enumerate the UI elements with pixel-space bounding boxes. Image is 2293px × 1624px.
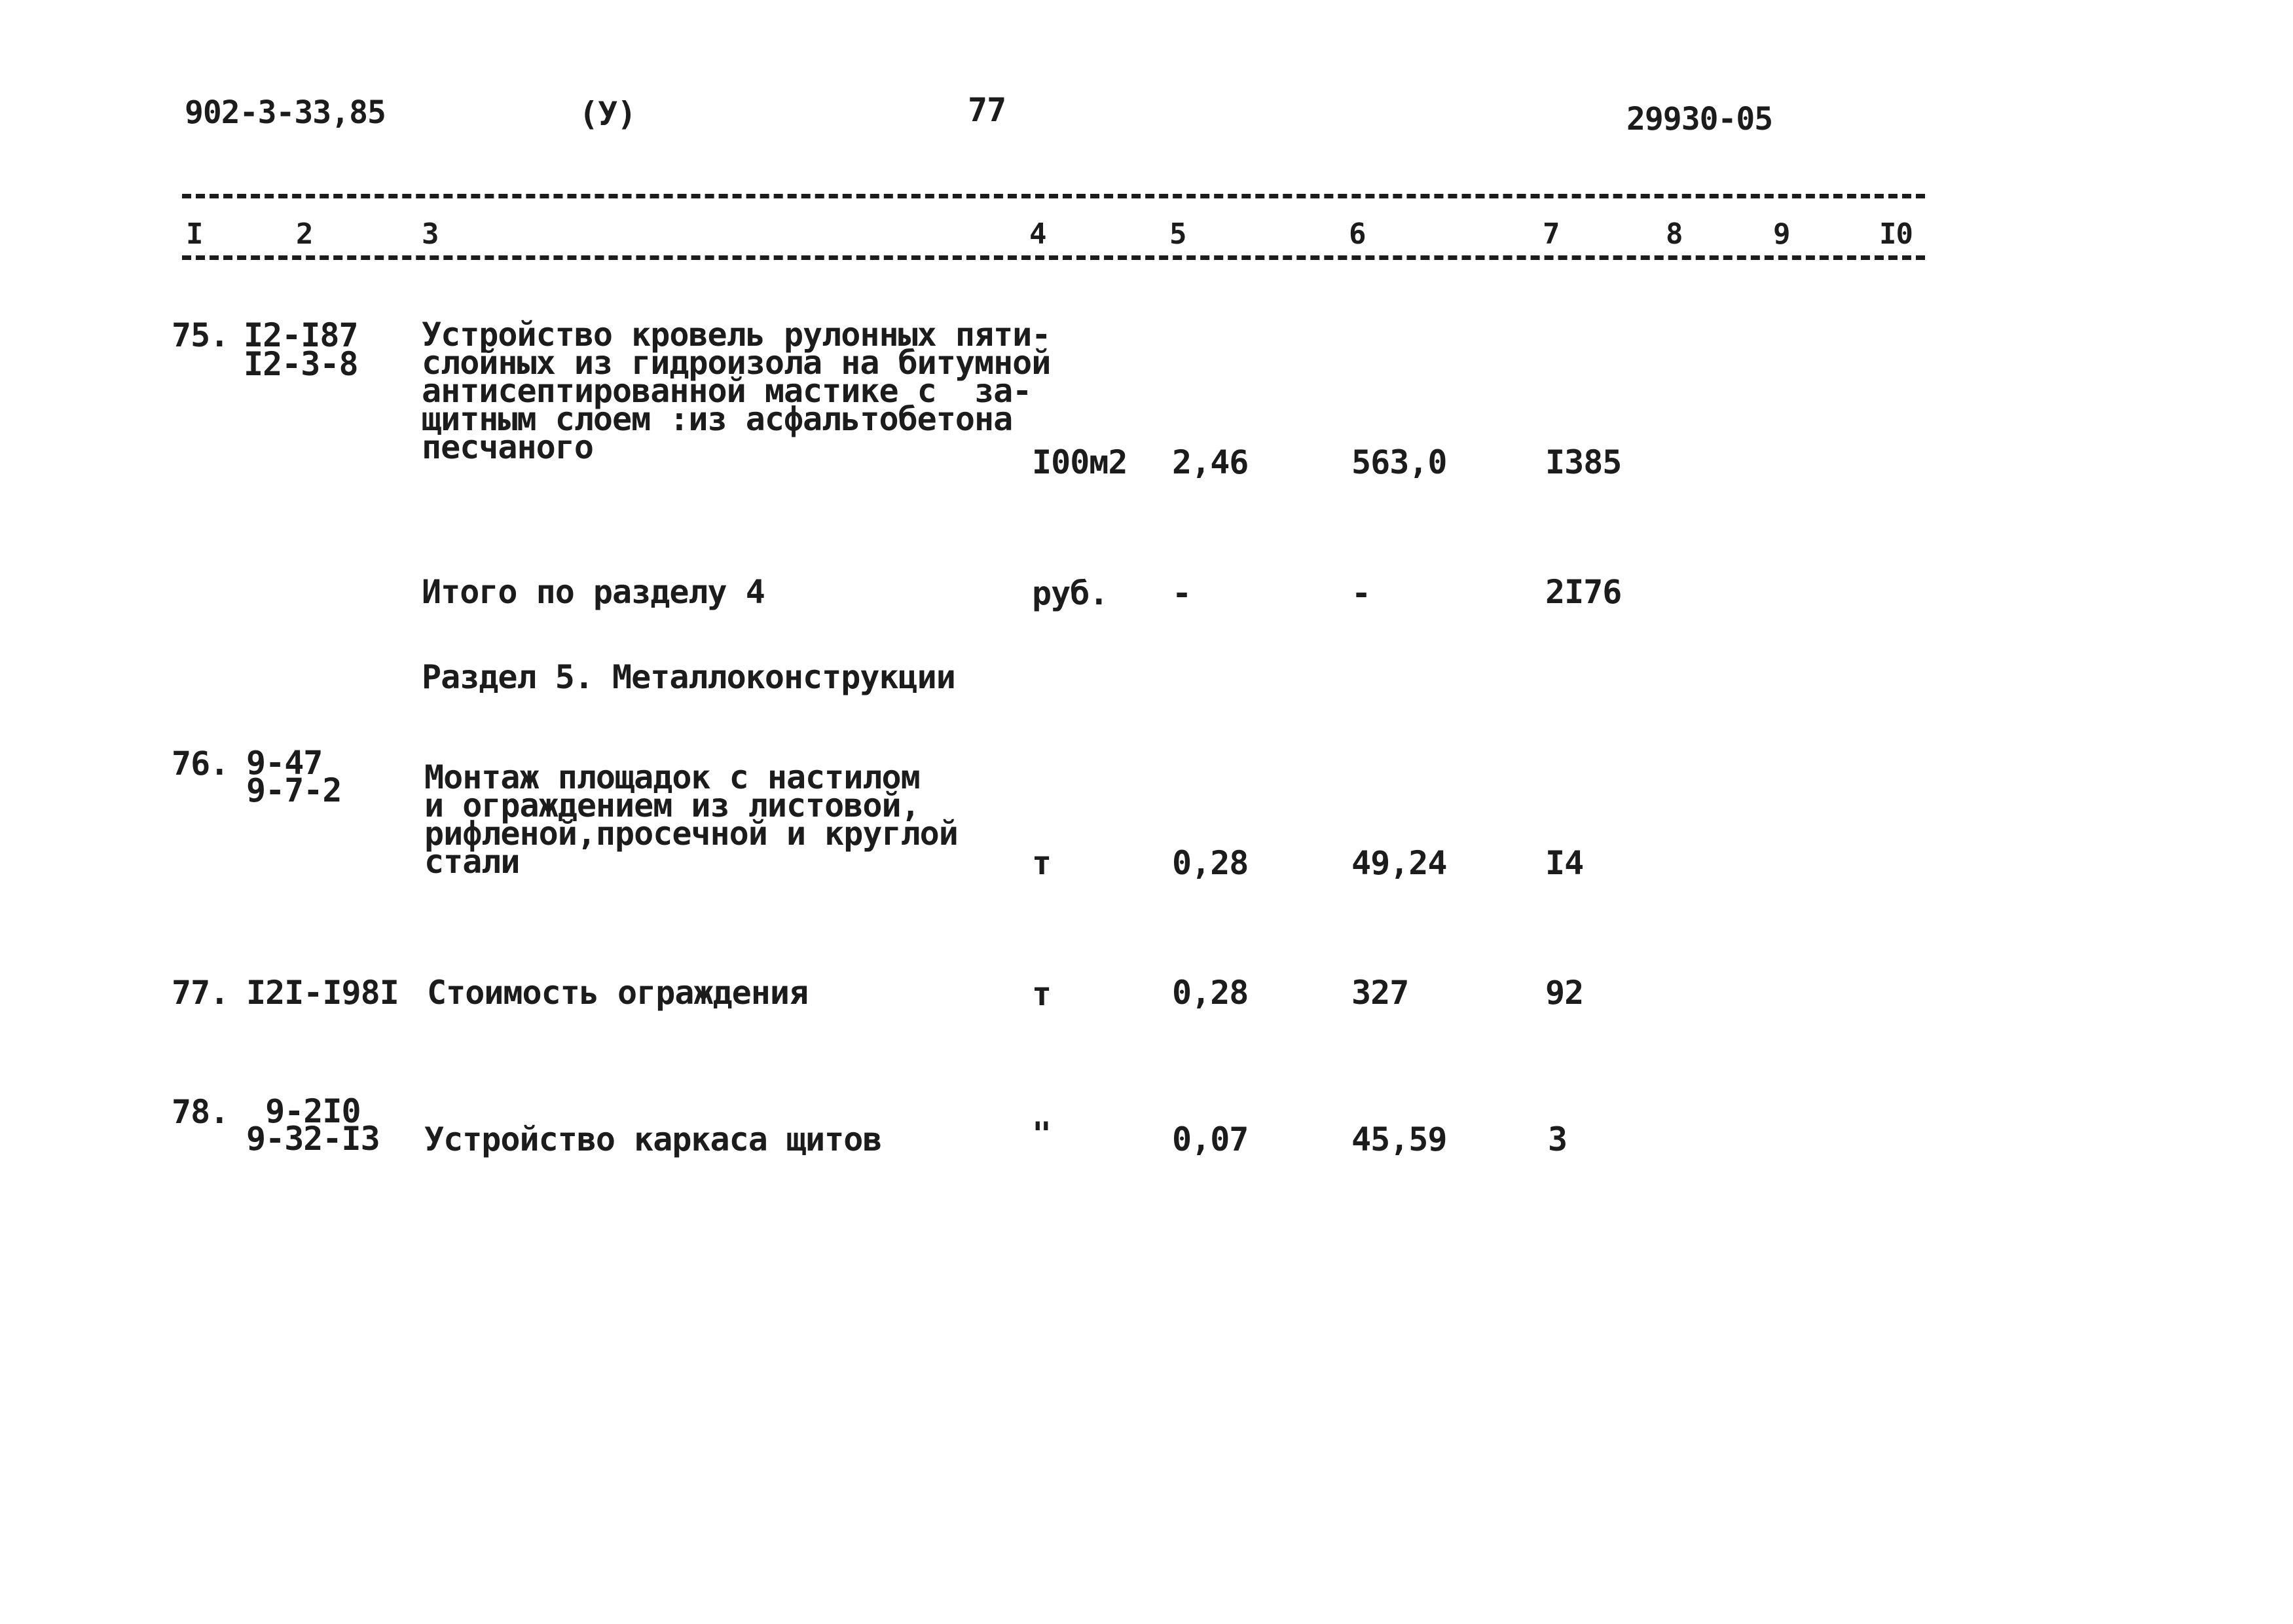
row-75-quantity: 2,46	[1172, 443, 1249, 481]
section-4-total-unit: руб.	[1032, 574, 1109, 612]
header-rule-bottom	[182, 255, 1925, 260]
row-78-total: 3	[1548, 1120, 1568, 1158]
row-78-description: Устройство каркаса щитов	[424, 1120, 882, 1158]
row-75-description: Устройство кровель рулонных пяти- слойных из гидроизола на битумной антисептированной мастике с за- щитным слоем :из асфальтобетона песчаного	[422, 316, 1051, 466]
row-76-code: 9-47 9-7-2	[246, 744, 342, 809]
row-75-code: I2-I87 I2-3-8	[244, 316, 358, 383]
section-4-total-quantity: -	[1172, 574, 1192, 612]
row-76-price: 49,24	[1351, 844, 1447, 882]
column-header-8: 8	[1666, 217, 1683, 251]
row-75-price: 563,0	[1351, 443, 1447, 481]
row-78-price: 45,59	[1351, 1120, 1447, 1158]
row-77-code: I2I-I98I	[246, 974, 399, 1012]
column-header-2: 2	[296, 217, 313, 251]
column-header-3: 3	[422, 217, 439, 251]
row-76-number: 76.	[172, 745, 229, 783]
section-4-total-label: Итого по разделу 4	[422, 573, 765, 611]
row-77-price: 327	[1351, 974, 1409, 1012]
row-75-unit: I00м2	[1032, 443, 1128, 481]
column-header-5: 5	[1169, 217, 1186, 251]
row-75-number: 75.	[172, 316, 229, 354]
column-header-4: 4	[1029, 217, 1046, 251]
row-76-unit: т	[1032, 844, 1052, 882]
row-77-quantity: 0,28	[1172, 974, 1249, 1012]
row-77-unit: т	[1032, 975, 1052, 1013]
column-header-6: 6	[1349, 217, 1366, 251]
header-rule-top	[182, 194, 1925, 198]
document-code: 902-3-33,85	[185, 94, 386, 131]
row-76-total: I4	[1545, 844, 1584, 882]
row-78-quantity: 0,07	[1172, 1120, 1249, 1158]
column-header-1: I	[186, 217, 203, 251]
row-77-total: 92	[1545, 974, 1584, 1012]
row-78-unit: "	[1032, 1115, 1052, 1153]
column-header-7: 7	[1543, 217, 1560, 251]
section-5-title: Раздел 5. Металлоконструкции	[422, 658, 955, 696]
row-77-number: 77.	[172, 974, 229, 1012]
column-header-10: I0	[1879, 217, 1913, 251]
row-76-description: Монтаж площадок с настилом и ограждением из листовой, рифленой,просечной и круглой стали	[424, 758, 958, 881]
section-4-total-price: -	[1351, 574, 1371, 612]
document-marker: (У)	[579, 95, 636, 133]
row-75-total: I385	[1545, 443, 1622, 481]
row-78-number: 78.	[172, 1093, 229, 1131]
row-76-quantity: 0,28	[1172, 844, 1249, 882]
page-number: 77	[968, 91, 1006, 129]
column-header-9: 9	[1773, 217, 1790, 251]
section-4-total-value: 2I76	[1545, 573, 1622, 611]
row-78-code: 9-2I0 9-32-I3	[246, 1092, 380, 1158]
row-77-description: Стоимость ограждения	[427, 974, 809, 1012]
sheet-code: 29930-05	[1626, 101, 1773, 138]
